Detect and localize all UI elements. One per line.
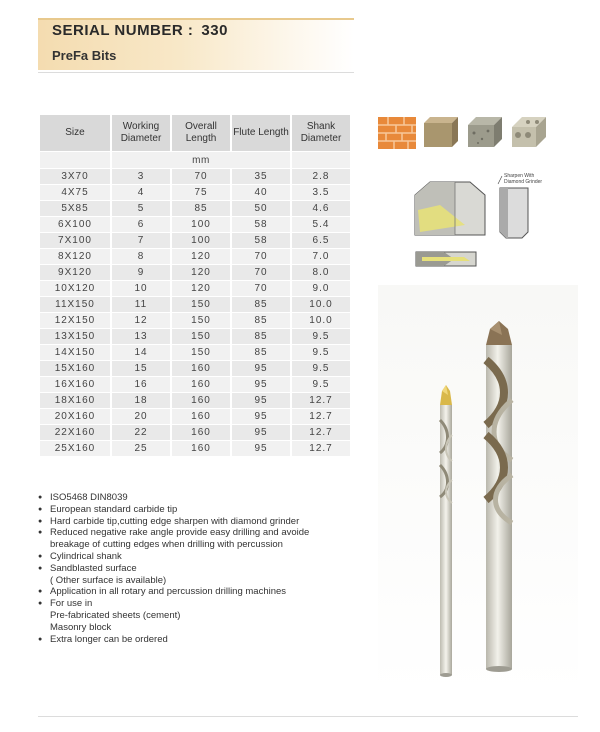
cell-shank-diameter: 6.5 (292, 233, 350, 248)
cell-size: 6X100 (40, 217, 110, 232)
page-title (52, 22, 228, 39)
sharpen-label-1: Sharpen With (504, 173, 535, 179)
feature-item (38, 563, 338, 575)
serial-number: 330 (201, 22, 228, 39)
table-row (40, 441, 350, 456)
concrete-block-icon (422, 113, 460, 151)
unit-cell-empty (40, 152, 110, 168)
cell-flute-length: 40 (232, 185, 290, 200)
col-header-flute-length: Flute Length (232, 115, 290, 151)
cell-overall-length: 120 (172, 281, 230, 296)
sharpen-label-2: Diamond Grinder (504, 179, 543, 185)
cell-working-diameter: 18 (112, 393, 170, 408)
cell-working-diameter: 25 (112, 441, 170, 456)
cell-working-diameter: 11 (112, 297, 170, 312)
table-row (40, 361, 350, 376)
tip-side-view-diagram (414, 248, 478, 270)
cell-working-diameter: 3 (112, 169, 170, 184)
table-header-row (40, 115, 350, 151)
cell-size: 12X150 (40, 313, 110, 328)
cell-shank-diameter: 10.0 (292, 297, 350, 312)
cell-size: 9X120 (40, 265, 110, 280)
cell-flute-length: 70 (232, 249, 290, 264)
cell-shank-diameter: 9.5 (292, 345, 350, 360)
table-row (40, 169, 350, 184)
cell-working-diameter: 10 (112, 281, 170, 296)
cell-overall-length: 150 (172, 297, 230, 312)
feature-text: Masonry block (50, 621, 112, 633)
cell-overall-length: 150 (172, 345, 230, 360)
cell-working-diameter: 9 (112, 265, 170, 280)
table-row (40, 201, 350, 216)
cell-shank-diameter: 7.0 (292, 249, 350, 264)
cell-size: 14X150 (40, 345, 110, 360)
feature-item (38, 610, 338, 622)
cell-flute-length: 95 (232, 441, 290, 456)
cell-working-diameter: 4 (112, 185, 170, 200)
cell-flute-length: 95 (232, 377, 290, 392)
feature-item (38, 504, 338, 516)
feature-item (38, 622, 338, 634)
cell-flute-length: 35 (232, 169, 290, 184)
col-header-working-diameter: Working Diameter (112, 115, 170, 151)
cell-shank-diameter: 5.4 (292, 217, 350, 232)
cell-flute-length: 95 (232, 409, 290, 424)
cell-overall-length: 160 (172, 441, 230, 456)
table-row (40, 217, 350, 232)
cell-working-diameter: 16 (112, 377, 170, 392)
cell-flute-length: 50 (232, 201, 290, 216)
table-row (40, 393, 350, 408)
cell-shank-diameter: 10.0 (292, 313, 350, 328)
stone-block-icon (466, 113, 504, 151)
cell-working-diameter: 15 (112, 361, 170, 376)
cell-overall-length: 160 (172, 425, 230, 440)
feature-text: Application in all rotary and percussion drilling machines (50, 586, 287, 598)
cell-shank-diameter: 2.8 (292, 169, 350, 184)
feature-text: Hard carbide tip,cutting edge sharpen with diamond grinder (50, 515, 300, 527)
cell-flute-length: 85 (232, 329, 290, 344)
cell-overall-length: 160 (172, 393, 230, 408)
col-header-size: Size (40, 115, 110, 151)
cell-overall-length: 160 (172, 361, 230, 376)
cell-size: 3X70 (40, 169, 110, 184)
hollow-block-icon (510, 113, 548, 151)
brick-material-icon (378, 113, 416, 151)
feature-item (38, 598, 338, 610)
cell-flute-length: 85 (232, 345, 290, 360)
feature-text: Extra longer can be ordered (50, 633, 168, 645)
feature-item (38, 527, 338, 551)
cell-size: 20X160 (40, 409, 110, 424)
table-row (40, 249, 350, 264)
header-top-line (38, 18, 354, 20)
cell-size: 5X85 (40, 201, 110, 216)
cell-flute-length: 58 (232, 233, 290, 248)
cell-working-diameter: 5 (112, 201, 170, 216)
cell-shank-diameter: 12.7 (292, 425, 350, 440)
drill-bits-photo (378, 285, 578, 695)
feature-item (38, 516, 338, 528)
cell-flute-length: 85 (232, 297, 290, 312)
table-row (40, 329, 350, 344)
cell-working-diameter: 14 (112, 345, 170, 360)
product-subtitle: PreFa Bits (52, 48, 117, 63)
cell-overall-length: 100 (172, 217, 230, 232)
cell-overall-length: 160 (172, 377, 230, 392)
unit-cell: mm (112, 152, 290, 168)
cell-size: 7X100 (40, 233, 110, 248)
footer-divider (38, 716, 578, 717)
cell-size: 8X120 (40, 249, 110, 264)
cell-working-diameter: 6 (112, 217, 170, 232)
cell-shank-diameter: 9.5 (292, 329, 350, 344)
cell-shank-diameter: 9.0 (292, 281, 350, 296)
small-drill-bit (440, 385, 452, 677)
feature-item (38, 586, 338, 598)
table-row (40, 281, 350, 296)
cell-flute-length: 85 (232, 313, 290, 328)
cell-size: 4X75 (40, 185, 110, 200)
feature-item (38, 575, 338, 587)
cell-size: 11X150 (40, 297, 110, 312)
cell-size: 18X160 (40, 393, 110, 408)
table-row (40, 265, 350, 280)
cell-overall-length: 120 (172, 249, 230, 264)
feature-item (38, 551, 338, 563)
cell-flute-length: 95 (232, 393, 290, 408)
cell-flute-length: 58 (232, 217, 290, 232)
feature-text: ISO5468 DIN8039 (50, 492, 128, 503)
cell-size: 10X120 (40, 281, 110, 296)
cell-size: 16X160 (40, 377, 110, 392)
cell-size: 25X160 (40, 441, 110, 456)
col-header-overall-length: Overall Length (172, 115, 230, 151)
sharpen-tip-diagram (488, 170, 568, 240)
table-row (40, 233, 350, 248)
feature-item (38, 634, 338, 646)
cell-shank-diameter: 12.7 (292, 441, 350, 456)
cell-overall-length: 150 (172, 329, 230, 344)
large-drill-bit (486, 321, 512, 672)
unit-cell-empty (292, 152, 350, 168)
feature-list (38, 492, 338, 645)
cell-overall-length: 85 (172, 201, 230, 216)
feature-text: Cylindrical shank (50, 550, 122, 562)
feature-text: Sandblasted surface (50, 562, 137, 574)
table-row (40, 313, 350, 328)
feature-text: European standard carbide tip (50, 503, 178, 515)
feature-text: For use in (50, 598, 93, 610)
cell-flute-length: 70 (232, 265, 290, 280)
cell-working-diameter: 7 (112, 233, 170, 248)
cell-shank-diameter: 12.7 (292, 393, 350, 408)
feature-text: Pre-fabricated sheets (cement) (50, 609, 181, 621)
feature-text: Reduced negative rake angle provide easy drilling and avoide breakage of cutting edges when drilling with percussion (50, 527, 310, 551)
cell-size: 13X150 (40, 329, 110, 344)
spec-table (38, 114, 352, 457)
feature-item (38, 492, 338, 504)
cell-flute-length: 95 (232, 361, 290, 376)
table-row (40, 409, 350, 424)
cell-working-diameter: 8 (112, 249, 170, 264)
cell-shank-diameter: 8.0 (292, 265, 350, 280)
header-banner (38, 18, 354, 70)
feature-text: ( Other surface is available) (50, 574, 167, 586)
cell-size: 22X160 (40, 425, 110, 440)
cell-working-diameter: 22 (112, 425, 170, 440)
cell-overall-length: 100 (172, 233, 230, 248)
cell-flute-length: 95 (232, 425, 290, 440)
cell-working-diameter: 20 (112, 409, 170, 424)
unit-row (40, 152, 350, 168)
table-row (40, 345, 350, 360)
table-body (40, 152, 350, 456)
cell-overall-length: 150 (172, 313, 230, 328)
col-header-shank-diameter: Shank Diameter (292, 115, 350, 151)
cell-shank-diameter: 4.6 (292, 201, 350, 216)
header-divider (38, 72, 354, 73)
cell-overall-length: 120 (172, 265, 230, 280)
carbide-tip-diagram (410, 180, 490, 240)
cell-shank-diameter: 12.7 (292, 409, 350, 424)
cell-size: 15X160 (40, 361, 110, 376)
cell-working-diameter: 12 (112, 313, 170, 328)
cell-shank-diameter: 9.5 (292, 361, 350, 376)
cell-working-diameter: 13 (112, 329, 170, 344)
cell-shank-diameter: 9.5 (292, 377, 350, 392)
cell-overall-length: 70 (172, 169, 230, 184)
table-row (40, 185, 350, 200)
cell-flute-length: 70 (232, 281, 290, 296)
table-row (40, 297, 350, 312)
cell-overall-length: 160 (172, 409, 230, 424)
cell-overall-length: 75 (172, 185, 230, 200)
table-row (40, 377, 350, 392)
table-row (40, 425, 350, 440)
cell-shank-diameter: 3.5 (292, 185, 350, 200)
serial-label: SERIAL NUMBER : (52, 22, 194, 39)
